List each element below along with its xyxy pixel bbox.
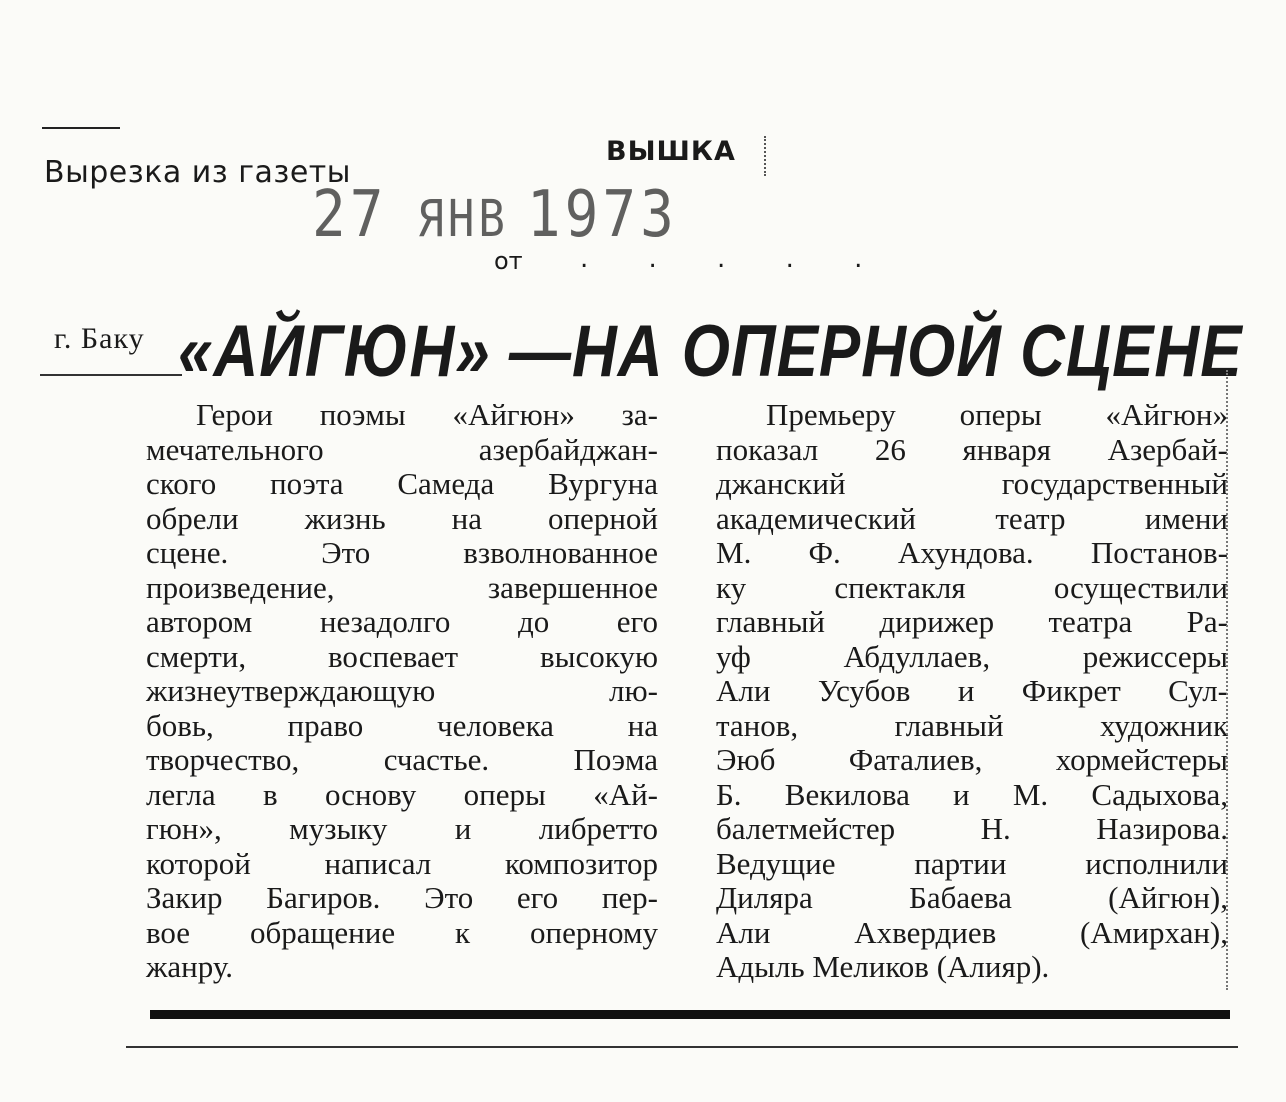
article-text-line: гюн», музыку и либретто	[146, 811, 658, 846]
article-text-line: автором незадолго до его	[146, 604, 658, 639]
clipping-label: Вырезка из газеты	[44, 155, 351, 190]
article-text-line: Али Ахвердиев (Амирхан),	[716, 914, 1228, 950]
article-text-line: Адыль Меликов (Алияр).	[716, 949, 1050, 984]
cut-edge	[1222, 370, 1228, 990]
article-text-line: Диляра Бабаева (Айгюн),	[716, 880, 1228, 915]
bottom-rule-thin	[126, 1046, 1238, 1048]
article-text-line: творчество, счастье. Поэма	[146, 742, 658, 777]
article-text-line: вое обращение к оперному	[146, 914, 658, 950]
header-divider	[42, 127, 120, 129]
article-headline: «АЙГЮН» —НА ОПЕРНОЙ СЦЕНЕ	[178, 311, 1243, 393]
article-text-line: Б. Векилова и М. Садыхова,	[716, 776, 1228, 812]
article-text-line: сцене. Это взволнованное	[146, 535, 658, 570]
city-underline	[40, 374, 182, 376]
article-text-line: уф Абдуллаев, режиссеры	[716, 638, 1228, 674]
article-text-line: М. Ф. Ахундова. Постанов-	[716, 535, 1228, 570]
article-text-line: академический театр имени	[716, 500, 1228, 536]
article-text-line: танов, главный художник	[716, 707, 1228, 743]
date-stamp	[312, 177, 678, 252]
article-left-column	[146, 398, 658, 985]
article-text-line: которой написал композитор	[146, 845, 658, 881]
article-text-line: жанру.	[146, 949, 234, 984]
stamp-year: 1973	[526, 177, 678, 252]
article-text-line: Али Усубов и Фикрет Сул-	[716, 673, 1228, 708]
article-text-line: Премьеру оперы «Айгюн»	[766, 397, 1228, 432]
bottom-rule-thick	[150, 1010, 1230, 1019]
article-text-line: ского поэта Самеда Вургуна	[146, 466, 658, 501]
article-text-line: произведение, завершенное	[146, 569, 658, 605]
stamp-month: ЯНВ	[417, 189, 509, 249]
article-text-line: Герои поэмы «Айгюн» за-	[196, 397, 658, 432]
article-text-line: показал 26 января Азербай-	[716, 431, 1228, 467]
article-right-column	[716, 398, 1228, 985]
article-text-line: Закир Багиров. Это его пер-	[146, 880, 658, 915]
article-text-line: легла в основу оперы «Ай-	[146, 776, 658, 812]
city-label: г. Баку	[54, 322, 145, 355]
article-text-line: Ведущие партии исполнили	[716, 845, 1228, 881]
article-text-line: главный дирижер театра Ра-	[716, 604, 1228, 639]
article-text-line: балетмейстер Н. Назирова.	[716, 811, 1228, 846]
stamp-day: 27	[312, 177, 388, 252]
article-text-line: ку спектакля осуществили	[716, 569, 1228, 605]
article-text-line: обрели жизнь на оперной	[146, 500, 658, 536]
article-text-line: Эюб Фаталиев, хормейстеры	[716, 742, 1228, 777]
article-text-line: мечательного азербайджан-	[146, 431, 658, 467]
article-text-line: джанский государственный	[716, 466, 1228, 501]
date-placeholder-dots: . . . . .	[580, 244, 889, 274]
newspaper-name: ВЫШКА	[606, 136, 736, 167]
from-label: от	[494, 247, 523, 275]
perforation-mark	[764, 136, 768, 176]
article-text-line: жизнеутверждающую лю-	[146, 673, 658, 708]
article-text-line: бовь, право человека на	[146, 707, 658, 743]
article-text-line: смерти, воспевает высокую	[146, 638, 658, 674]
